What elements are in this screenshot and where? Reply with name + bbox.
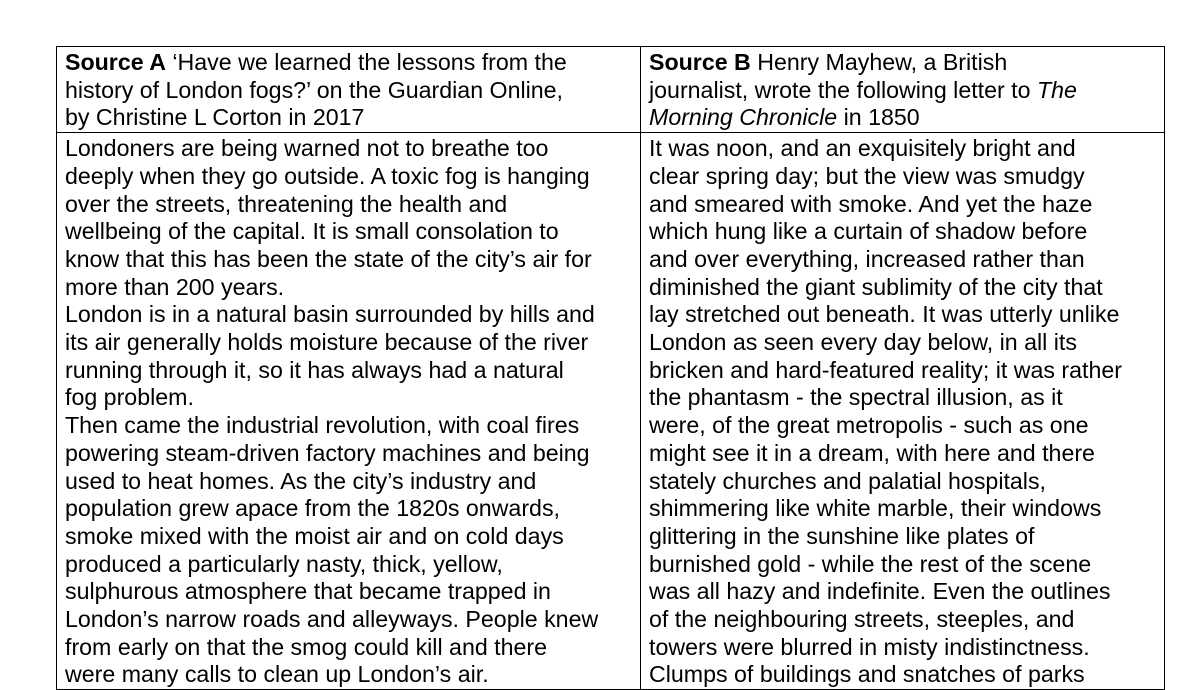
source-a-heading [57, 47, 641, 133]
source-a-body-line: fog problem. [65, 384, 194, 411]
source-b-label: Source B [649, 49, 751, 75]
source-a-body-line: London is in a natural basin surrounded by hills and [65, 301, 595, 328]
source-b-body-line: might see it in a dream, with here and there [649, 439, 1095, 466]
newspaper-title: Morning Chronicle [649, 104, 838, 131]
source-b-body-line: bricken and hard-featured reality; it was rather [649, 356, 1123, 383]
source-b-body-line: London as seen every day below, in all its [649, 329, 1077, 356]
source-b-body-line: diminished the giant sublimity of the city that [649, 273, 1103, 300]
source-a-body-line: Londoners are being warned not to breathe too [65, 135, 549, 162]
source-b-body-line: which hung like a curtain of shadow before [649, 218, 1088, 245]
source-b-body-line: Clumps of buildings and snatches of parks [649, 661, 1085, 688]
source-a-body-line: were many calls to clean up London’s air. [65, 661, 489, 688]
source-a-body-line: know that this has been the state of the city’s air for [65, 245, 592, 272]
source-b-body-line: stately churches and palatial hospitals, [649, 467, 1046, 494]
source-a-body-line: its air generally holds moisture because of the river [65, 329, 589, 356]
source-b-body-line: the phantasm - the spectral illusion, as it [649, 384, 1063, 411]
source-a-body-line: wellbeing of the capital. It is small consolation to [65, 218, 559, 245]
source-a-body-line: population grew apace from the 1820s onwards, [65, 495, 560, 522]
source-a-body-line: deeply when they go outside. A toxic fog is hanging [65, 162, 590, 189]
source-b-heading-year: in 1850 [843, 104, 920, 131]
source-b-body-line: towers were blurred in misty indistinctness. [649, 633, 1090, 660]
source-a-heading-line [65, 49, 640, 77]
source-a-body-line: smoke mixed with the moist air and on cold days [65, 522, 564, 549]
source-b-heading-line [649, 104, 1164, 132]
source-a-body-line: produced a particularly nasty, thick, yellow, [65, 550, 503, 577]
source-b-body-line: It was noon, and an exquisitely bright and [649, 135, 1076, 162]
source-b-body-line: lay stretched out beneath. It was utterly unlike [649, 301, 1120, 328]
heading-row [57, 47, 1165, 133]
source-b-body [641, 133, 1165, 690]
source-a-heading-line: by Christine L Corton in 2017 [65, 104, 365, 131]
source-a-body-line: powering steam-driven factory machines and being [65, 439, 590, 466]
source-b-heading-text: journalist, wrote the following letter to [649, 76, 1031, 103]
source-b-body-line: and over everything, increased rather than [649, 245, 1085, 272]
source-b-heading-line [649, 77, 1164, 105]
source-b-body-line: burnished gold - while the rest of the scene [649, 550, 1092, 577]
source-a-heading-line: history of London fogs?’ on the Guardian Online, [65, 76, 563, 103]
source-a-body-line: used to heat homes. As the city’s industry and [65, 467, 537, 494]
source-a-body-line: over the streets, threatening the health and [65, 190, 508, 217]
source-a-body-line: sulphurous atmosphere that became trapped in [65, 578, 551, 605]
source-a-body-line: Then came the industrial revolution, with coal fires [65, 412, 580, 439]
source-b-body-line: clear spring day; but the view was smudgy [649, 162, 1085, 189]
source-a-body [57, 133, 641, 690]
source-a-label: Source A [65, 49, 166, 75]
source-b-body-line: glittering in the sunshine like plates of [649, 522, 1035, 549]
source-a-body-line: London’s narrow roads and alleyways. People knew [65, 606, 599, 633]
source-b-body-line: was all hazy and indefinite. Even the outlines [649, 578, 1111, 605]
source-b-heading-line [649, 49, 1164, 77]
source-b-body-line: of the neighbouring streets, steeples, and [649, 606, 1075, 633]
source-a-body-line: more than 200 years. [65, 273, 285, 300]
newspaper-title: The [1036, 76, 1077, 103]
source-b-body-line: and smeared with smoke. And yet the haze [649, 190, 1093, 217]
source-a-body-line: running through it, so it has always had a natural [65, 356, 564, 383]
source-b-body-line: shimmering like white marble, their windows [649, 495, 1102, 522]
source-b-body-line: were, of the great metropolis - such as one [649, 412, 1089, 439]
source-a-body-line: from early on that the smog could kill and there [65, 633, 548, 660]
source-b-heading [641, 47, 1165, 133]
source-b-heading-text: Henry Mayhew, a British [757, 49, 1008, 75]
source-a-heading-text: ‘Have we learned the lessons from the [172, 49, 567, 75]
sources-table [56, 46, 1165, 690]
body-row [57, 133, 1165, 690]
